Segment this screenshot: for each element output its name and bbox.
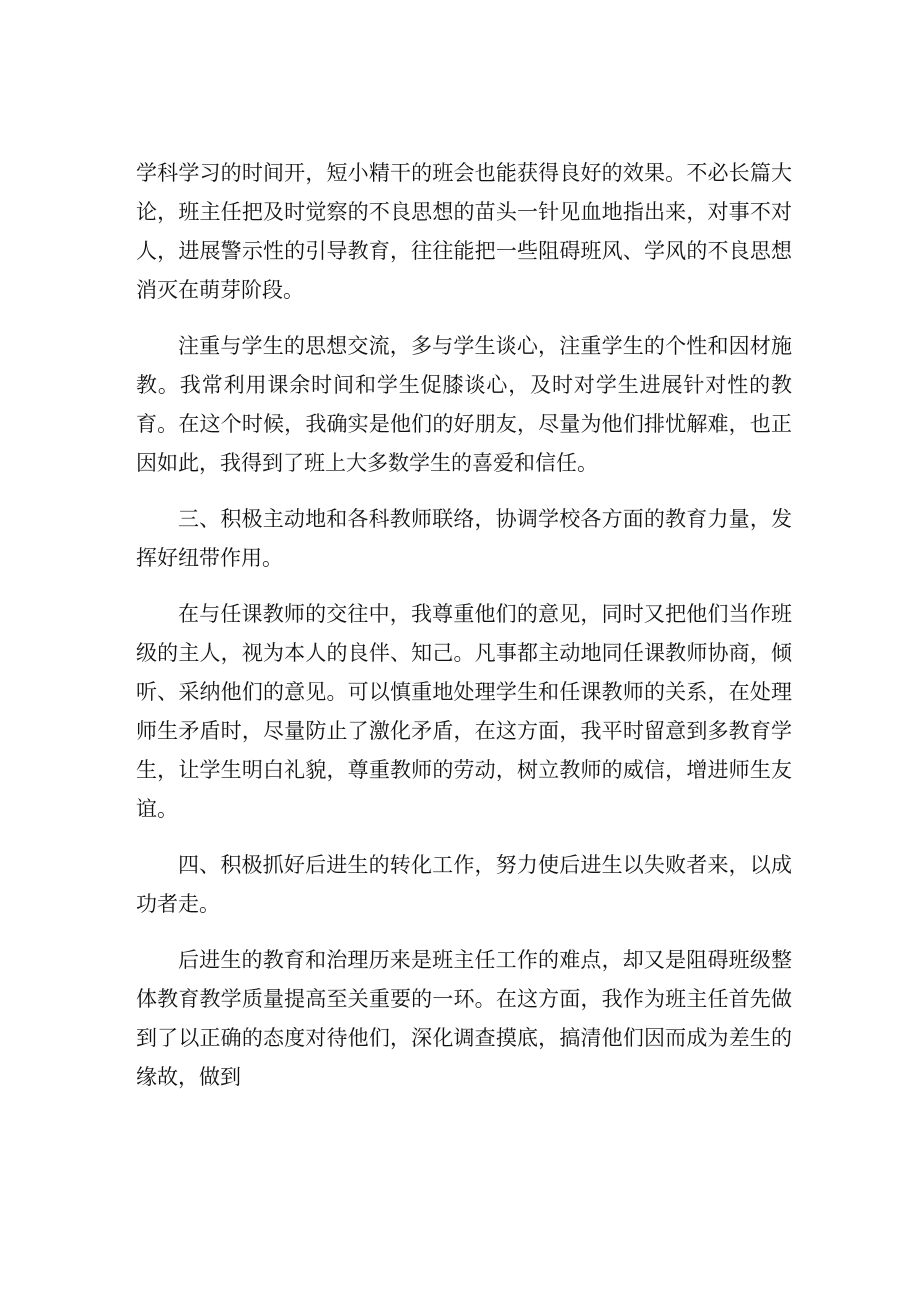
section-heading-four: 四、积极抓好后进生的转化工作，努力使后进生以失败者来，以成功者走。 <box>136 853 792 916</box>
paragraph-underachievers: 后进生的教育和治理历来是班主任工作的难点，却又是阻碍班级整体教育教学质量提高至关重要的一环。在这方面，我作为班主任首先做到了以正确的态度对待他们，深化调查摸底，搞清他们因而成为差生的缘故，做到 <box>136 948 792 1089</box>
paragraph-student-communication: 注重与学生的思想交流，多与学生谈心，注重学生的个性和因材施教。我常利用课余时间和学生促膝谈心，及时对学生进展针对性的教育。在这个时候，我确实是他们的好朋友，尽量为他们排忧解难，也正因如此，我得到了班上大多数学生的喜爱和信任。 <box>136 334 792 475</box>
document-body <box>136 154 792 1114</box>
paragraph-teacher-relations: 在与任课教师的交往中，我尊重他们的意见，同时又把他们当作班级的主人，视为本人的良伴、知己。凡事都主动地同任课教师协商，倾听、采纳他们的意见。可以慎重地处理学生和任课教师的关系，在处理师生矛盾时，尽量防止了激化矛盾，在这方面，我平时留意到多教育学生，让学生明白礼貌，尊重教师的劳动，树立教师的威信，增进师生友谊。 <box>136 602 792 821</box>
section-heading-three: 三、积极主动地和各科教师联络，协调学校各方面的教育力量，发挥好纽带作用。 <box>136 507 792 570</box>
paragraph-continuation: 学科学习的时间开，短小精干的班会也能获得良好的效果。不必长篇大论，班主任把及时觉察的不良思想的苗头一针见血地指出来，对事不对人，进展警示性的引导教育，往往能把一些阻碍班风、学风的不良思想消灭在萌芽阶段。 <box>136 161 792 302</box>
